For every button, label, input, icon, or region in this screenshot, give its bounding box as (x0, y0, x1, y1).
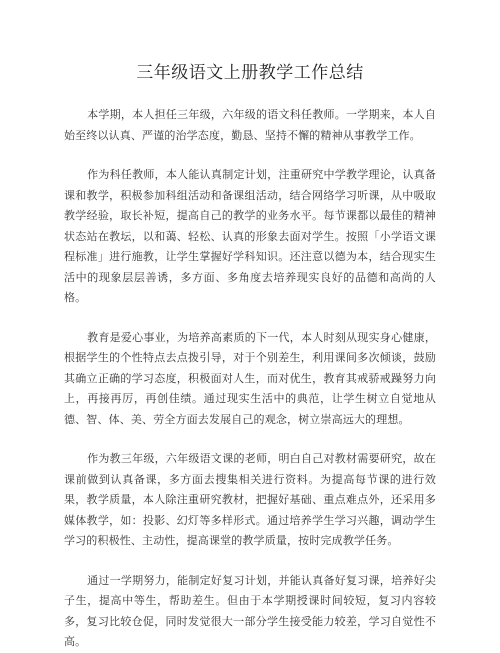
paragraph: 作为科任教师，本人能认真制定计划，注重研究中学教学理论，认真备课和教学，积极参加科组活动和备课组活动，结合网络学习听课，从中吸取教学经验，取长补短，提高自己的教学的业务水平。每节课都以最佳的精神状态站在教坛，以和蔼、轻松、认真的形象去面对学生。按照「小学语文课程标准」进行施教，让学生掌握好学科知识。还注意以德为本，结合现实生活中的现象层层善诱，多方面、多角度去培养现实良好的品德和高尚的人格。 (64, 168, 436, 304)
paragraph: 作为教三年级，六年级语文课的老师，明白自己对教材需要研究，故在课前做到认真备课，多方面去搜集相关进行资料。为提高每节课的进行效果，教学质量，本人除注重研究教材，把握好基础、重点难点外，还采用多媒体教学，如：投影、幻灯等多样形式。通过培养学生学习兴趣，调动学生学习的积极性、主动性，提高课堂的教学质量，按时完成教学任务。 (64, 452, 436, 547)
document-title: 三年级语文上册教学工作总结 (136, 63, 364, 83)
paragraph: 通过一学期努力，能制定好复习计划，并能认真备好复习课，培养好尖子生，提高中等生，帮助差生。但由于本学期授课时间较短，复习内容较多，复习比较仓促，同时发觉很大一部分学生接受能力较差，学习自觉性不高。 (64, 573, 436, 648)
paragraph: 教育是爱心事业，为培养高素质的下一代，本人时刻从现实身心健康，根据学生的个性特点去点拨引导，对于个别差生，利用课间多次倾谈，鼓励其确立正确的学习态度，积极面对人生，而对优生，教育其戒骄戒躁努力向上，再接再厉，再创佳绩。通过现实生活中的典范，让学生树立自觉地从德、智、体、美、劳全方面去发展自己的观念，树立崇高远大的理想。 (64, 330, 436, 426)
paragraph: 本学期，本人担任三年级，六年级的语文科任教师。一学期来，本人自始至终以认真、严谨的治学态度，勤恳、坚持不懈的精神从事教学工作。 (64, 108, 436, 142)
